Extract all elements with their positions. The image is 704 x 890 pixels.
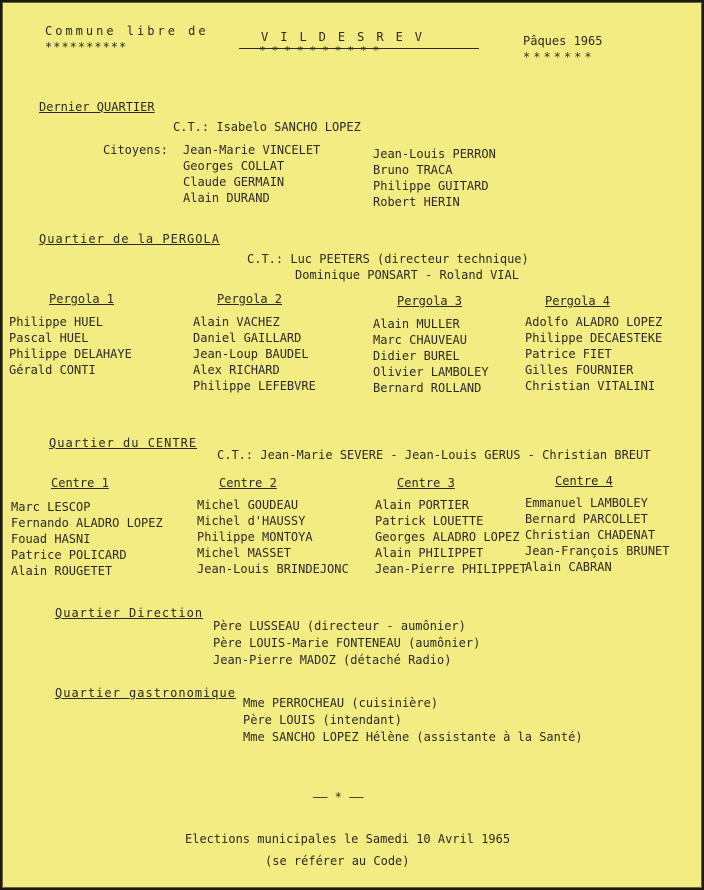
list-item: Philippe LEFEBVRE <box>193 379 316 393</box>
centre-4-title: Centre 4 <box>555 474 613 488</box>
list-item: Jean-François BRUNET <box>525 544 670 558</box>
list-item: Emmanuel LAMBOLEY <box>525 496 648 510</box>
gastro-heading: Quartier gastronomique <box>55 686 236 700</box>
header-title-stars: ********** <box>259 44 386 57</box>
list-item: Michel MASSET <box>197 546 291 560</box>
centre-2-title: Centre 2 <box>219 476 277 490</box>
list-item: Gilles FOURNIER <box>525 363 634 377</box>
list-item: Jean-Loup BAUDEL <box>193 347 309 361</box>
list-item: Jean-Pierre PHILIPPET <box>375 562 527 576</box>
pergola-2-list <box>193 314 316 394</box>
list-item: Patrice FIET <box>525 347 612 361</box>
list-item: Christian CHADENAT <box>525 528 656 542</box>
list-item: Didier BUREL <box>373 349 460 363</box>
list-item: Philippe GUITARD <box>373 179 489 193</box>
document-page <box>2 2 702 888</box>
header-right-stars: ******* <box>523 50 595 64</box>
list-item: Alex RICHARD <box>193 363 280 377</box>
list-item: Adolfo ALADRO LOPEZ <box>525 315 663 329</box>
list-item: Bernard ROLLAND <box>373 381 482 395</box>
list-item: Christian VITALINI <box>525 379 656 393</box>
list-item: Olivier LAMBOLEY <box>373 365 489 379</box>
list-item: Michel GOUDEAU <box>197 498 299 512</box>
pergola-ct-1: C.T.: Luc PEETERS (directeur technique) <box>247 252 529 266</box>
dernier-col-1 <box>183 142 320 206</box>
list-item: Jean-Marie VINCELET <box>183 143 321 157</box>
dernier-col-2 <box>373 146 496 210</box>
list-item: Michel d'HAUSSY <box>197 514 306 528</box>
dernier-heading: Dernier QUARTIER <box>39 100 155 114</box>
centre-1-title: Centre 1 <box>51 476 109 490</box>
list-item: Mme PERROCHEAU (cuisinière) <box>243 696 439 710</box>
footer-line-2: (se référer au Code) <box>265 854 410 868</box>
list-item: Georges ALADRO LOPEZ <box>375 530 520 544</box>
list-item: Patrick LOUETTE <box>375 514 484 528</box>
list-item: Marc CHAUVEAU <box>373 333 467 347</box>
centre-heading: Quartier du CENTRE <box>49 436 198 450</box>
list-item: Alain PORTIER <box>375 498 469 512</box>
list-item: Fouad HASNI <box>11 532 91 546</box>
pergola-1-list <box>9 314 132 378</box>
dernier-ct: C.T.: Isabelo SANCHO LOPEZ <box>173 120 361 134</box>
list-item: Philippe HUEL <box>9 315 103 329</box>
list-item: Patrice POLICARD <box>11 548 127 562</box>
header-right: Pâques 1965 <box>523 34 603 48</box>
list-item: Philippe DECAESTEKE <box>525 331 663 345</box>
list-item: Bernard PARCOLLET <box>525 512 648 526</box>
centre-1-list <box>11 499 163 579</box>
list-item: Alain VACHEZ <box>193 315 280 329</box>
list-item: Mme SANCHO LOPEZ Hélène (assistante à la Santé) <box>243 730 583 744</box>
list-item: Alain ROUGETET <box>11 564 113 578</box>
pergola-4-list <box>525 314 662 394</box>
pergola-4-title: Pergola 4 <box>545 294 611 308</box>
pergola-ct-2: Dominique PONSART - Roland VIAL <box>295 268 519 282</box>
pergola-2-title: Pergola 2 <box>217 292 283 306</box>
list-item: Fernando ALADRO LOPEZ <box>11 516 163 530</box>
header-title: VILDESREV <box>261 30 435 44</box>
list-item: Père LOUIS-Marie FONTENEAU (aumônier) <box>213 636 481 650</box>
list-item: Jean-Pierre MADOZ (détaché Radio) <box>213 653 452 667</box>
list-item: Jean-Louis PERRON <box>373 147 496 161</box>
list-item: Père LUSSEAU (directeur - aumônier) <box>213 619 466 633</box>
list-item: Jean-Louis BRINDEJONC <box>197 562 349 576</box>
list-item: Georges COLLAT <box>183 159 285 173</box>
list-item: Alain DURAND <box>183 191 270 205</box>
pergola-3-title: Pergola 3 <box>397 294 463 308</box>
list-item: Robert HERIN <box>373 195 460 209</box>
direction-list <box>213 618 480 669</box>
pergola-3-list <box>373 316 489 396</box>
footer-separator: —— * —— <box>313 790 364 804</box>
citoyens-label: Citoyens: <box>103 143 169 157</box>
list-item: Bruno TRACA <box>373 163 453 177</box>
list-item: Alain CABRAN <box>525 560 612 574</box>
list-item: Alain PHILIPPET <box>375 546 484 560</box>
centre-3-title: Centre 3 <box>397 476 455 490</box>
list-item: Père LOUIS (intendant) <box>243 713 402 727</box>
header-left: Commune libre de <box>45 24 209 38</box>
list-item: Philippe MONTOYA <box>197 530 313 544</box>
direction-heading: Quartier Direction <box>55 606 204 620</box>
list-item: Alain MULLER <box>373 317 460 331</box>
centre-ct: C.T.: Jean-Marie SEVERE - Jean-Louis GERUS - Christian BREUT <box>217 448 651 462</box>
header-left-stars: ********** <box>45 40 128 54</box>
centre-2-list <box>197 497 349 577</box>
footer-line-1: Elections municipales le Samedi 10 Avril 1965 <box>185 832 511 846</box>
list-item: Pascal HUEL <box>9 331 89 345</box>
gastro-list <box>243 695 583 746</box>
list-item: Daniel GAILLARD <box>193 331 302 345</box>
centre-4-list <box>525 495 670 575</box>
centre-3-list <box>375 497 527 577</box>
pergola-1-title: Pergola 1 <box>49 292 115 306</box>
list-item: Marc LESCOP <box>11 500 91 514</box>
pergola-heading: Quartier de la PERGOLA <box>39 232 220 246</box>
list-item: Gérald CONTI <box>9 363 96 377</box>
list-item: Claude GERMAIN <box>183 175 285 189</box>
list-item: Philippe DELAHAYE <box>9 347 132 361</box>
